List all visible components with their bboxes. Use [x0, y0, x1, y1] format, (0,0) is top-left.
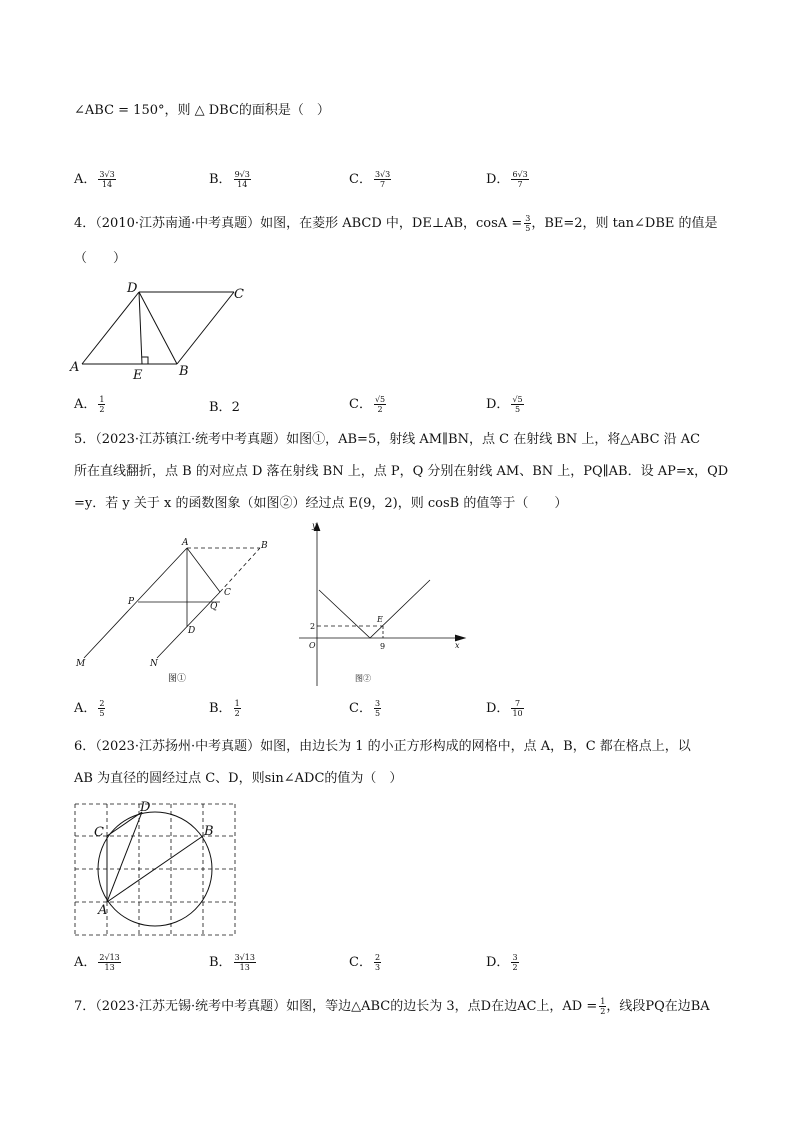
q5-stem-line3: =y．若 y 关于 x 的函数图象（如图②）经过点 E(9，2)，则 cosB 的值等于（ ）	[74, 496, 568, 511]
q4-diagonal-db	[139, 292, 177, 364]
q5-fig1-label-b: B	[261, 541, 268, 551]
q6-segment-cd	[107, 812, 142, 836]
q6-stem-line2: AB 为直径的圆经过点 C、D，则sin∠ADC的值为（ ）	[74, 771, 403, 786]
q5-option-b: B． $\frac{1}{2}$	[209, 699, 240, 718]
q4-label-d: D	[127, 281, 138, 296]
q5-figure-1	[70, 535, 290, 685]
q5-fig1-label-c: C	[224, 588, 231, 598]
q4-side-ad	[82, 292, 139, 364]
q5-option-d: D． $\frac{7}{10}$	[486, 699, 523, 718]
q3-option-c: C． $\frac{3√3}{7}$	[349, 170, 391, 189]
q4-right-angle-mark	[142, 357, 148, 364]
q5-fig2-tick-2: 2	[310, 622, 316, 631]
q5-fig1-label-n: N	[150, 659, 158, 669]
q4-segment-de	[139, 292, 142, 364]
q5-function-graph	[319, 580, 430, 638]
q5-option-a: A． $\frac{2}{5}$	[74, 699, 105, 718]
q5-fig1-label-m: M	[76, 659, 86, 669]
q6-stem-line1: 6．（2023·江苏扬州·中考真题）如图，由边长为 1 的小正方形构成的网格中，点 A，B，C 都在格点上，以	[74, 739, 691, 754]
q5-fig1-label-q: Q	[210, 602, 218, 612]
q4-rhombus-figure	[66, 280, 276, 380]
q4-option-d: D． $\frac{√5}{5}$	[486, 395, 523, 414]
q6-segment-ad	[107, 812, 142, 902]
q7-stem-line1: 7．（2023·江苏无锡·统考中考真题）如图，等边△ABC的边长为 3，点D在边AC上，AD = $\frac{1}{2}$ ，线段PQ在边BA	[74, 997, 710, 1016]
q5-fig1-label-a: A	[182, 538, 189, 548]
q5-ray-am	[84, 548, 187, 658]
q6-option-a: A． $\frac{2√13}{13}$	[74, 953, 120, 972]
q3-option-b: B． $\frac{9√3}{14}$	[209, 170, 250, 189]
q4-stem-line2: （ ）	[74, 251, 127, 266]
q4-side-cb	[177, 292, 234, 364]
q5-dashed-cb	[220, 548, 260, 592]
q5-fig1-label-p: P	[128, 597, 135, 607]
q6-label-d: D	[140, 800, 151, 815]
q5-segment-ac	[187, 548, 220, 592]
q4-option-a: A． $\frac{1}{2}$	[74, 395, 105, 414]
q6-label-a: A	[98, 903, 108, 918]
q5-fig1-caption: 图①	[168, 674, 187, 684]
q5-fig2-label-x: x	[455, 641, 460, 650]
q4-option-c: C． $\frac{√5}{2}$	[349, 395, 386, 414]
q5-option-c: C． $\frac{3}{5}$	[349, 699, 381, 718]
q3-option-a: A． $\frac{3√3}{14}$	[74, 170, 115, 189]
q3-option-d: D． $\frac{6√3}{7}$	[486, 170, 528, 189]
q5-stem-line2: 所在直线翻折，点 B 的对应点 D 落在射线 BN 上，点 P，Q 分别在射线 AM、BN 上，PQ∥AB．设 AP=x，QD	[74, 464, 729, 479]
q4-label-b: B	[179, 364, 189, 379]
q4-label-a: A	[70, 360, 80, 375]
q4-stem-line1: 4．（2010·江苏南通·中考真题）如图，在菱形 ABCD 中，DE⊥AB，cosA = $\frac{3}{5}$ ，BE=2，则 tan∠DBE 的值是	[74, 214, 718, 233]
q4-label-c: C	[234, 287, 244, 302]
q5-fig2-label-o: O	[309, 641, 316, 650]
q4-option-b: B．2	[209, 400, 240, 415]
q5-fig2-label-e: E	[377, 615, 383, 624]
q6-label-b: B	[204, 824, 214, 839]
q5-fig2-tick-9: 9	[380, 642, 386, 651]
q3-text: ∠ABC = 150°，则 △ DBC的面积是（ ）	[74, 103, 330, 118]
q6-option-d: D． $\frac{3}{2}$	[486, 953, 518, 972]
q5-figure-2	[295, 518, 475, 688]
q6-label-c: C	[94, 825, 104, 840]
q6-option-b: B． $\frac{3√13}{13}$	[209, 953, 255, 972]
q6-grid-figure	[70, 798, 240, 940]
q5-fig2-label-y: y	[312, 521, 317, 530]
q6-option-c: C． $\frac{2}{3}$	[349, 953, 381, 972]
q4-label-e: E	[133, 368, 143, 380]
q5-stem-line1: 5．（2023·江苏镇江·统考中考真题）如图①，AB=5，射线 AM∥BN，点 C 在射线 BN 上，将△ABC 沿 AC	[74, 432, 701, 447]
q5-fig2-caption: 图②	[355, 674, 371, 683]
q5-fig1-label-d: D	[188, 626, 196, 636]
